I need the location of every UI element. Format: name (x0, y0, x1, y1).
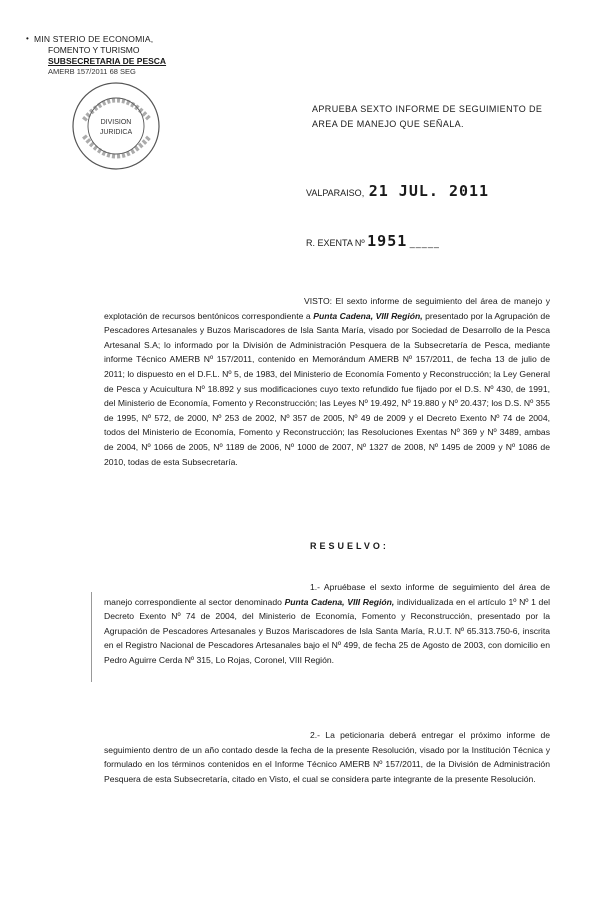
stamp-text: DIVISION (100, 119, 132, 126)
resolution-subject: APRUEBA SEXTO INFORME DE SEGUIMIENTO DE AREA DE MANEJO QUE SEÑALA. (312, 104, 543, 129)
item-2-paragraph (104, 728, 550, 786)
item-1-lead: 1.- Apruébase el sexto informe de seguimiento del área de manejo correspondiente al sector denominado (104, 582, 550, 607)
division-juridica-stamp (70, 80, 162, 172)
reference-code: AMERB 157/2011 68 SEG (48, 67, 136, 76)
exenta-line (306, 232, 440, 250)
visto-paragraph (104, 294, 550, 469)
exenta-dashes: _____ (409, 238, 440, 248)
letterhead (26, 34, 194, 77)
visto-sector: Punta Cadena, VIII Región, (313, 310, 423, 321)
bullet-icon: • (26, 34, 29, 43)
subsecretaria-name: SUBSECRETARIA DE PESCA (48, 56, 167, 66)
item-2-text: 2.- La peticionaria deberá entregar el próximo informe de seguimiento dentro de un año contado desde la fecha de la presente Resolución, visado por la Institución Técnica y formulado en los términos contenidos en el Informe Técnico AMERB Nº 157/2011, de la División de Administración Pesquera de esta Subsecretaría, citado en Visto, el cual se considera parte integrante de la presente Resolución. (104, 730, 550, 784)
date-line (306, 182, 489, 200)
ministry-name: MIN STERIO DE ECONOMIA, (34, 34, 154, 44)
margin-mark (91, 592, 92, 682)
resuelvo-heading: RESUELVO: (310, 541, 389, 551)
exenta-label: R. EXENTA Nº (306, 238, 365, 248)
item-1-paragraph (104, 580, 550, 668)
visto-text: presentado por la Agrupación de Pescadores Artesanales y Buzos Mariscadores de Isla Santa María, visado por Sociedad de Desarrollo de la Pesca Artesanal S.A; lo informado por la División de Administración Pesquera de la Subsecretaría de Pesca, mediante informe Técnico AMERB Nº 157/2011, contenido en Memorándum AMERB Nº 157/2011, de fecha 13 de julio de 2011; lo dispuesto en el D.F.L. Nº 5, de 1983, del Ministerio de Economía Fomento y Reconstrucción; la Ley General de Pesca y Acuicultura Nº 18.892 y sus modificaciones cuyo texto refundido fue fijado por el D.S. Nº 430, de 1991, del Ministerio de Economía, Fomento y Reconstrucción; las Leyes Nº 19.492, Nº 19.880 y Nº 20.437; los D.S. Nº 355 de 1995, Nº 572, de 2000, Nº 253 de 2002, Nº 357 de 2005, Nº 49 de 2009 y el Decreto Exento Nº 74 de 2004, todos del Ministerio de Economía, Fomento y Reconstrucción; las Resoluciones Exentas Nº 369 y Nº 3489, ambas de 2004, Nº 1066 de 2005, Nº 1189 de 2006, Nº 1000 de 2007, Nº 1327 de 2008, Nº 1495 de 2009 y Nº 1086 de 2010, todas de esta Subsecretaría. (104, 310, 550, 467)
exenta-number: 1951 (367, 232, 408, 250)
ministry-name-2: FOMENTO Y TURISMO (48, 45, 140, 55)
svg-text:JURIDICA: JURIDICA (99, 129, 133, 136)
visto-lead: VISTO: El sexto informe de seguimiento del área de manejo y explotación de recursos bentónicos correspondiente a (104, 296, 550, 321)
date-stamp: 21 JUL. 2011 (368, 182, 490, 200)
item-1-text: individualizada en el artículo 1º Nº 1 del Decreto Exento Nº 74 de 2004, del Ministerio de Economía, Fomento y Reconstrucción, presentado por la Agrupación de Pescadores Artesanales y Buzos Mariscadores de Isla Santa María, R.U.T. Nº 65.313.750-6, inscrita en el Registro Nacional de Pescadores Artesanales bajo el Nº 499, de fecha 25 de Agosto de 2003, con domicilio en Pedro Aguirre Cerda Nº 315, Lo Rojas, Coronel, VIII Región. (104, 596, 551, 665)
item-1-sector: Punta Cadena, VIII Región, (284, 596, 395, 607)
date-place: VALPARAISO, (306, 188, 365, 198)
